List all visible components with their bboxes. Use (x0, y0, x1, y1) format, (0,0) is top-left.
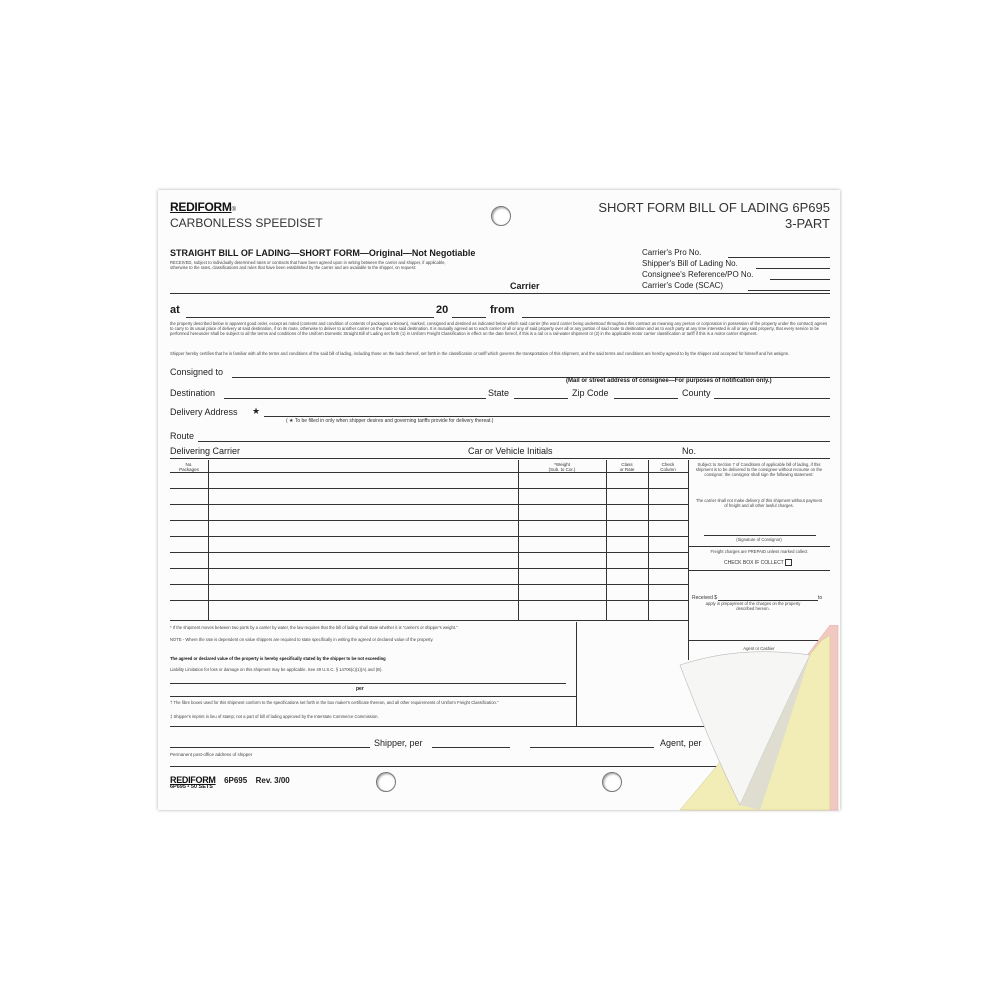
carrier-pro-no: Carrier's Pro No. (642, 248, 702, 257)
form-heading: STRAIGHT BILL OF LADING—SHORT FORM—Original—Not Negotiable (170, 248, 476, 258)
col-check: Check Column (660, 462, 676, 472)
side-divider (688, 570, 830, 571)
delivery-address-label: Delivery Address (170, 407, 238, 417)
delivery-address-line (264, 416, 830, 417)
table-row (170, 568, 688, 569)
water-note: * If the shipment moves between two ports by a carrier by water, the law requires that the bill of lading shall state whether it is "carrier's or shipper's weight." (170, 625, 458, 630)
carrier-delivery-note: The carrier shall not make delivery of this shipment without payment of freight and all other lawful charges. (695, 498, 823, 508)
received-text: RECEIVED, subject to individually determined rates or contracts that have been agreed upon in writing between the carrier and shipper, if applicable, otherwise to the rates, classifications and rules that have been established by the carrier and are available to the shipper, on request: (170, 260, 446, 270)
at-line (186, 317, 434, 318)
punch-hole (491, 206, 511, 226)
carrier-code: Carrier's Code (SCAC) (642, 281, 724, 290)
signature-line (704, 535, 816, 536)
col-divider (208, 460, 209, 620)
col-divider (606, 460, 607, 620)
state-line (514, 398, 568, 399)
col-packages: No. Packages (179, 462, 199, 472)
received-dollar: Received $ (692, 595, 718, 601)
table-row (170, 488, 688, 489)
punch-hole (602, 772, 622, 792)
shipper-imprint-note: ‡ Shipper's imprint in lieu of stamp; not a part of bill of lading approved by the Interstate Commerce Commission. (170, 714, 379, 719)
col-class: Class or Rate (619, 462, 635, 472)
star-icon: ★ (252, 406, 261, 416)
year-label: 20 (436, 304, 449, 316)
footer-sets: 6P695 • 50 SETS (170, 784, 213, 790)
delivering-carrier-label: Delivering Carrier (170, 446, 241, 456)
section7-text: Subject to Section 7 of Conditions of applicable bill of lading, if this shipment is to be delivered to the consignee without recourse on the consignor, the consignor shall sign the following statement: (695, 462, 823, 477)
field-line (770, 279, 830, 280)
punch-hole (376, 772, 396, 792)
product-line: CARBONLESS SPEEDISET (170, 216, 323, 230)
car-vehicle-label: Car or Vehicle Initials (468, 446, 553, 456)
no-label: No. (682, 446, 697, 456)
separator (170, 293, 830, 294)
table-row (170, 520, 688, 521)
value-line (170, 683, 566, 684)
per-label: per (356, 686, 364, 692)
field-line (728, 257, 830, 258)
consignee-reference: Consignee's Reference/PO No. (642, 270, 754, 279)
check-box-collect: CHECK BOX IF COLLECT (724, 559, 792, 566)
from-line (522, 317, 830, 318)
notes-divider (576, 622, 577, 726)
mail-note: (Mail or street address of consignee—For purposes of notification only.) (566, 378, 772, 384)
permanent-address: Permanent post-office address of shipper (170, 752, 253, 757)
table-row (170, 584, 688, 585)
carrier-label: Carrier (510, 281, 540, 291)
destination-line (224, 398, 486, 399)
agent-cashier: Agent or Cashier (743, 646, 775, 651)
notes-line (170, 696, 576, 697)
rediform-logo: REDIFORM® (170, 200, 237, 214)
field-line (756, 268, 830, 269)
apply-prepayment: apply in prepayment of the charges on the property described hereon. (705, 601, 801, 611)
year-line (452, 317, 486, 318)
liability-text: Liability Limitation for loss or damage on this shipment may be applicable. See 49 U.S.C. § 14706(c)(1)(A) and (B). (170, 667, 383, 672)
agent-per-label: Agent, per (660, 738, 702, 748)
field-line (748, 290, 830, 291)
form-parts: 3-PART (784, 216, 830, 231)
footer-brand: REDIFORM 6P695 Rev. 3/00 (170, 775, 290, 785)
header-line (170, 458, 830, 459)
collect-checkbox[interactable] (785, 559, 792, 566)
shipper-sign-line (170, 747, 370, 748)
received-to: to (818, 595, 823, 601)
col-divider (648, 460, 649, 620)
fibre-boxes-note: † The fibre boxes used for this shipment conform to the specifications set forth in the box maker's certificate thereon, and all other requirements of Uniform Freight Classification." (170, 700, 499, 705)
route-label: Route (170, 431, 195, 441)
agent-sign-line (530, 747, 654, 748)
shipper-per-label: Shipper, per (374, 738, 423, 748)
shipper-per-line (432, 747, 510, 748)
table-row (170, 504, 688, 505)
delivery-note: ( ★ To be filled in only when shipper desires and governing tariffs provide for delivery thereat.) (286, 418, 494, 424)
table-row (170, 620, 688, 621)
shipper-certifies-text: Shipper hereby certifies that he is familiar with all the terms and conditions of the said bill of lading, including those on the back thereof, set forth in the classification or tariff which governs the transportation of this shipment, and the said terms and conditions are hereby agreed to by the shipper and accepted for himself and his assigns. (170, 351, 790, 356)
at-label: at (170, 304, 180, 316)
property-text: the property described below in apparent good order, except as noted (contents and condition of contents of packages unknown), marked, consigned and destined as indicated below which said carrier (the word carrier being understood throughout this contract as meaning any person or corporation in possession of the property under the contract) agrees to carry to its usual place of delivery at said destination, if on its route, otherwise to deliver to another carrier on the route to said destination. It is mutually agreed as to each carrier of all or any of said property over all or any portion of said route to destination and as to each party at any time interested in all or any said property, that every service to be performed hereunder shall be subject to all the terms and conditions of the Uniform Domestic Straight Bill of Lading set forth (1) in Uniform Freight Classification in effect on the date hereof, if this is a rail or a rail-water shipment or (2) in the applicable motor carrier classification or tariff if this is a motor carrier shipment. (170, 321, 828, 336)
zip-label: Zip Code (572, 388, 609, 398)
consigned-to-label: Consigned to (170, 367, 224, 377)
zip-line (614, 398, 678, 399)
page-curl-illustration (670, 625, 840, 815)
table-row (170, 536, 688, 537)
col-weight: *Weight (Sub. to Cor.) (548, 462, 576, 472)
col-divider (518, 460, 519, 620)
agreed-value: The agreed or declared value of the property is hereby specifically stated by the shipper to be not exceeding (170, 656, 386, 661)
from-label: from (490, 304, 515, 316)
form-title: SHORT FORM BILL OF LADING 6P695 (598, 200, 830, 215)
note-rate: NOTE - Where the rate is dependent on value shippers are required to state specifically in writing the agreed or declared value of the property. (170, 637, 434, 642)
county-line (714, 398, 830, 399)
freight-prepaid: Freight charges are PREPAID unless marked collect (710, 549, 808, 554)
destination-label: Destination (170, 388, 216, 398)
signature-consignor: (Signature of Consignor) (736, 537, 782, 542)
side-divider (688, 546, 830, 547)
state-label: State (488, 388, 510, 398)
county-label: County (682, 388, 711, 398)
route-line (198, 441, 830, 442)
shipper-bol-no: Shipper's Bill of Lading No. (642, 259, 738, 268)
table-row (170, 472, 688, 473)
table-row (170, 552, 688, 553)
table-row (170, 600, 688, 601)
